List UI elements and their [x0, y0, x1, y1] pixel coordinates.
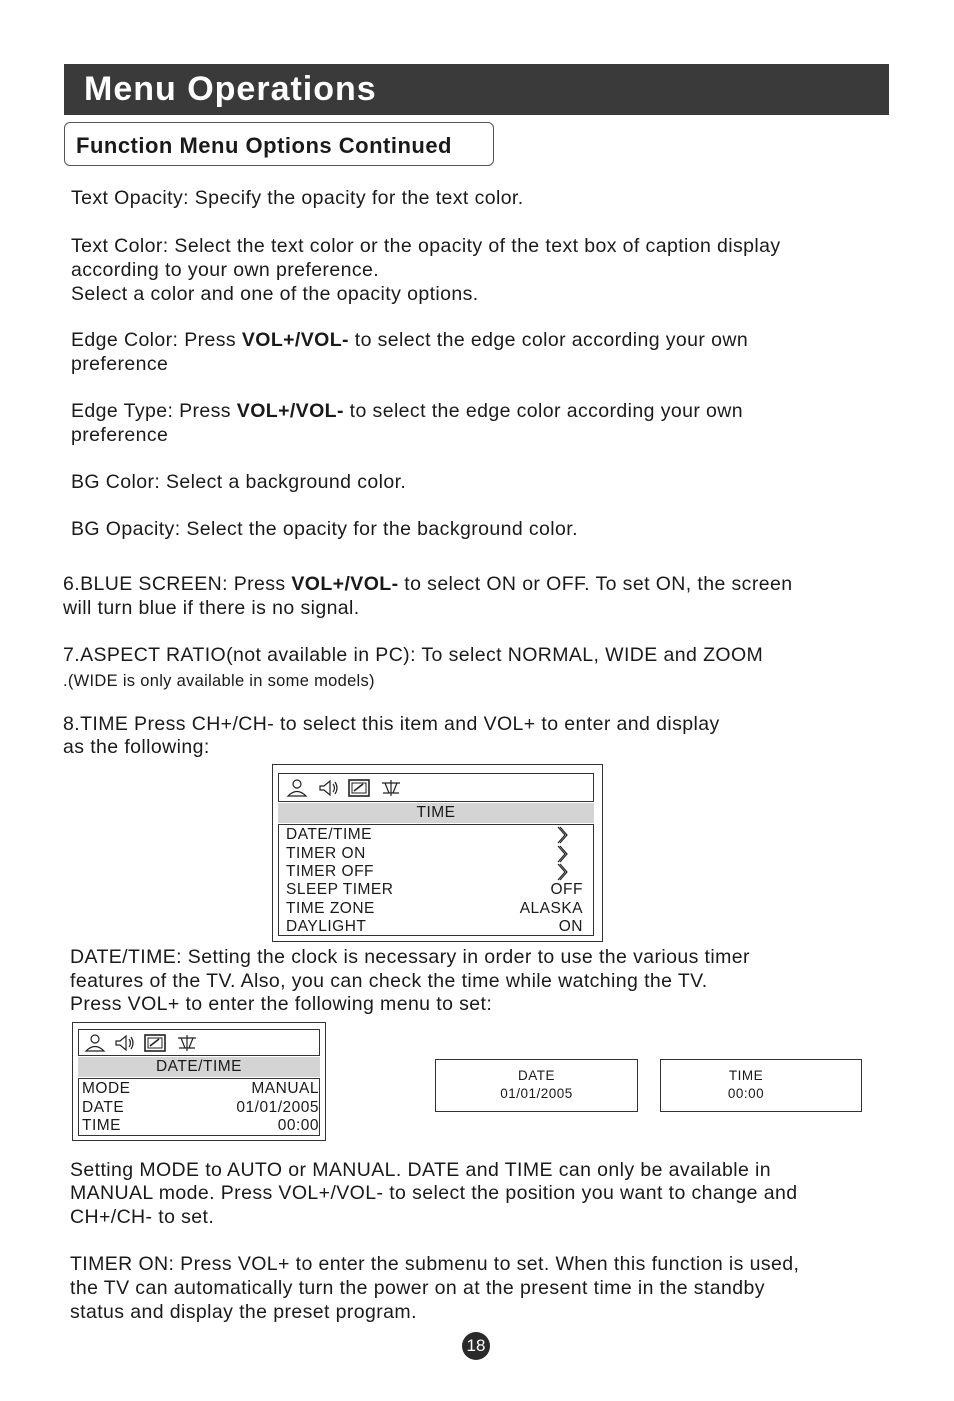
time-setting-box[interactable] — [660, 1059, 862, 1112]
time-menu-list — [278, 824, 594, 936]
text-color-line-2: according to your own preference. — [71, 259, 380, 281]
blue-screen-line-1: 6.BLUE SCREEN: Press VOL+/VOL- to select ON or OFF. To set ON, the screen — [63, 573, 793, 595]
datetime-menu-title: DATE/TIME — [78, 1057, 320, 1077]
time-menu-title: TIME — [278, 803, 594, 823]
sleep-timer-value: OFF — [550, 881, 583, 898]
section-header-bar — [64, 64, 889, 115]
edge-type-line-2: preference — [71, 424, 169, 446]
menu-item-mode[interactable]: MODE MANUAL — [82, 1080, 319, 1097]
text-opacity-paragraph: Text Opacity: Specify the opacity for the text color. — [71, 187, 524, 209]
time-menu-screen — [272, 764, 603, 942]
menu-item-date[interactable]: DATE 01/01/2005 — [82, 1098, 319, 1116]
time-value: 00:00 — [277, 1116, 319, 1134]
chevron-right-icon — [557, 826, 569, 844]
date-setting-box[interactable] — [435, 1059, 638, 1112]
daylight-value: ON — [558, 917, 583, 935]
menu-item-date-time[interactable]: DATE/TIME — [286, 826, 583, 844]
text-color-line-3: Select a color and one of the opacity options. — [71, 283, 479, 305]
time-box-label: TIME — [728, 1068, 764, 1083]
menu-item-timer-on[interactable]: TIMER ON — [286, 845, 583, 863]
sound-icon — [317, 778, 341, 798]
datetime-menu-screen — [72, 1022, 326, 1141]
setup-icon — [379, 778, 403, 798]
timer-on-line-1: TIMER ON: Press VOL+ to enter the submenu to set. When this function is used, — [70, 1253, 800, 1275]
page-number-badge: 18 — [462, 1332, 490, 1360]
menu-item-timer-off[interactable]: TIMER OFF — [286, 863, 583, 881]
date-box-label: DATE — [517, 1068, 555, 1083]
time-line-1: 8.TIME Press CH+/CH- to select this item and VOL+ to enter and display — [63, 713, 720, 735]
sound-icon — [113, 1033, 137, 1053]
edge-color-key: VOL+/VOL- — [241, 329, 349, 351]
mode-line-1: Setting MODE to AUTO or MANUAL. DATE and TIME can only be available in — [70, 1159, 772, 1181]
mode-value: MANUAL — [251, 1080, 319, 1097]
menu-item-time[interactable]: TIME 00:00 — [82, 1116, 319, 1134]
blue-screen-key: VOL+/VOL- — [291, 573, 399, 595]
bg-opacity-paragraph: BG Opacity: Select the opacity for the background color. — [71, 518, 578, 540]
chevron-right-icon — [557, 845, 569, 863]
aspect-ratio-line-1: 7.ASPECT RATIO(not available in PC): To select NORMAL, WIDE and ZOOM — [63, 644, 764, 666]
edge-type-key: VOL+/VOL- — [236, 400, 344, 422]
date-value: 01/01/2005 — [236, 1098, 319, 1116]
screen-icon — [347, 778, 371, 798]
edge-color-line-2: preference — [71, 353, 169, 375]
edge-color-line-1: Edge Color: Press VOL+/VOL- to select the edge color according your own — [71, 329, 749, 351]
time-box-value: 00:00 — [727, 1086, 765, 1101]
subheading-box — [64, 122, 494, 166]
menu-item-daylight[interactable]: DAYLIGHT ON — [286, 917, 583, 935]
text-color-line-1: Text Color: Select the text color or the opacity of the text box of caption display — [71, 235, 781, 257]
picture-icon — [83, 1033, 107, 1053]
page-title: Menu Operations — [84, 70, 377, 108]
timer-on-line-2: the TV can automatically turn the power on at the present time in the standby — [70, 1277, 765, 1299]
menu-icon-bar — [278, 773, 594, 802]
chevron-right-icon — [557, 863, 569, 881]
mode-line-3: CH+/CH- to set. — [70, 1206, 215, 1228]
time-line-2: as the following: — [63, 736, 210, 758]
time-zone-value: ALASKA — [519, 899, 583, 917]
screen-icon — [143, 1033, 167, 1053]
mode-line-2: MANUAL mode. Press VOL+/VOL- to select the position you want to change and — [70, 1182, 798, 1204]
subheading: Function Menu Options Continued — [76, 133, 452, 158]
aspect-ratio-note: .(WIDE is only available in some models) — [63, 672, 375, 690]
menu-item-time-zone[interactable]: TIME ZONE ALASKA — [286, 899, 583, 917]
menu-icon-bar — [78, 1029, 320, 1056]
datetime-line-2: features of the TV. Also, you can check the time while watching the TV. — [70, 970, 708, 992]
picture-icon — [285, 778, 309, 798]
datetime-line-1: DATE/TIME: Setting the clock is necessary in order to use the various timer — [70, 946, 750, 968]
blue-screen-line-2: will turn blue if there is no signal. — [63, 597, 360, 619]
datetime-line-3: Press VOL+ to enter the following menu to set: — [70, 993, 493, 1015]
edge-type-line-1: Edge Type: Press VOL+/VOL- to select the edge color according your own — [71, 400, 744, 422]
bg-color-paragraph: BG Color: Select a background color. — [71, 471, 407, 493]
datetime-menu-list — [78, 1078, 320, 1136]
menu-item-sleep-timer[interactable]: SLEEP TIMER OFF — [286, 881, 583, 898]
timer-on-line-3: status and display the preset program. — [70, 1301, 417, 1323]
setup-icon — [175, 1033, 199, 1053]
date-box-value: 01/01/2005 — [500, 1086, 573, 1101]
